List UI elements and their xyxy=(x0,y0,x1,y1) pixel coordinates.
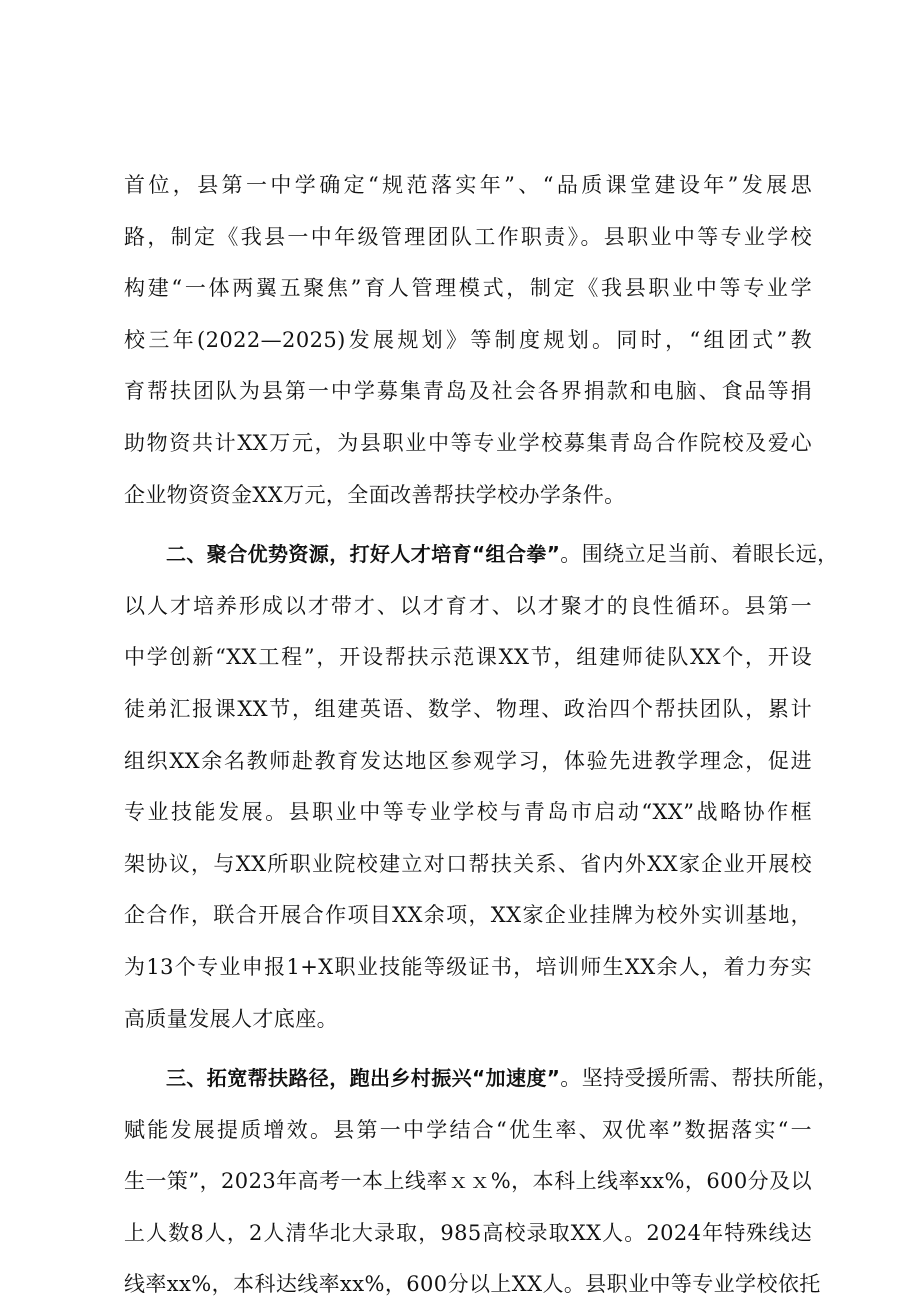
paragraph-2 xyxy=(124,529,839,1045)
text-line: 生一策”，2023年高考一本上线率ｘｘ%，本科上线率xx%，600分及以 xyxy=(124,1169,812,1194)
text-line: 构建“一体两翼五聚焦”育人管理模式，制定《我县职业中等专业学 xyxy=(124,276,812,301)
text-line: 组织XX余名教师赴教育发达地区参观学习，体验先进教学理念，促进 xyxy=(124,748,812,773)
document-body xyxy=(124,160,839,1311)
section-heading: 三、拓宽帮扶路径，跑出乡村振兴“加速度” xyxy=(166,1066,561,1091)
text-line: 首位，县第一中学确定“规范落实年”、“品质课堂建设年”发展思 xyxy=(124,173,812,197)
text-line: 线率xx%，本科达线率xx%，600分以上XX人。县职业中等专业学校依托 xyxy=(124,1272,821,1297)
text-line: 徒弟汇报课XX节，组建英语、数学、物理、政治四个帮扶团队，累计 xyxy=(124,696,812,721)
text-line: 企业物资资金XX万元，全面改善帮扶学校办学条件。 xyxy=(124,482,626,507)
text-line: 高质量发展人才底座。 xyxy=(124,1006,338,1031)
text-run: 。坚持受援所需、帮扶所能， xyxy=(560,1066,839,1091)
section-heading: 二、聚合优势资源，打好人才培育“组合拳” xyxy=(166,542,561,567)
text-line: 为13个专业申报1+X职业技能等级证书，培训师生XX余人，着力夯实 xyxy=(124,954,812,979)
text-run: 。围绕立足当前、着眼长远， xyxy=(560,542,839,567)
text-line: 赋能发展提质增效。县第一中学结合“优生率、双优率”数据落实“一 xyxy=(124,1117,812,1142)
text-line: 上人数8人，2人清华北大录取，985高校录取XX人。2024年特殊线达 xyxy=(124,1220,812,1245)
paragraph-3 xyxy=(124,1053,839,1311)
paragraph-1 xyxy=(124,160,812,521)
text-line: 育帮扶团队为县第一中学募集青岛及社会各界捐款和电脑、食品等捐 xyxy=(124,379,812,404)
paragraph-first-line xyxy=(124,529,839,581)
text-line: 中学创新“XX工程”，开设帮扶示范课XX节，组建师徒队XX个，开设 xyxy=(124,645,812,670)
text-line: 以人才培养形成以才带才、以才育才、以才聚才的良性循环。县第一 xyxy=(124,593,812,618)
text-line: 校三年(2022—2025)发展规划》等制度规划。同时，“组团式”教 xyxy=(124,327,812,352)
text-line: 路，制定《我县一中年级管理团队工作职责》。县职业中等专业学校 xyxy=(124,224,812,249)
paragraph-first-line xyxy=(124,1053,839,1105)
text-line: 企合作，联合开展合作项目XX余项，XX家企业挂牌为校外实训基地， xyxy=(124,903,812,928)
text-line: 专业技能发展。县职业中等专业学校与青岛市启动“XX”战略协作框 xyxy=(124,800,812,825)
text-line: 助物资共计XX万元，为县职业中等专业学校募集青岛合作院校及爱心 xyxy=(124,430,812,455)
text-line: 架协议，与XX所职业院校建立对口帮扶关系、省内外XX家企业开展校 xyxy=(124,851,812,876)
